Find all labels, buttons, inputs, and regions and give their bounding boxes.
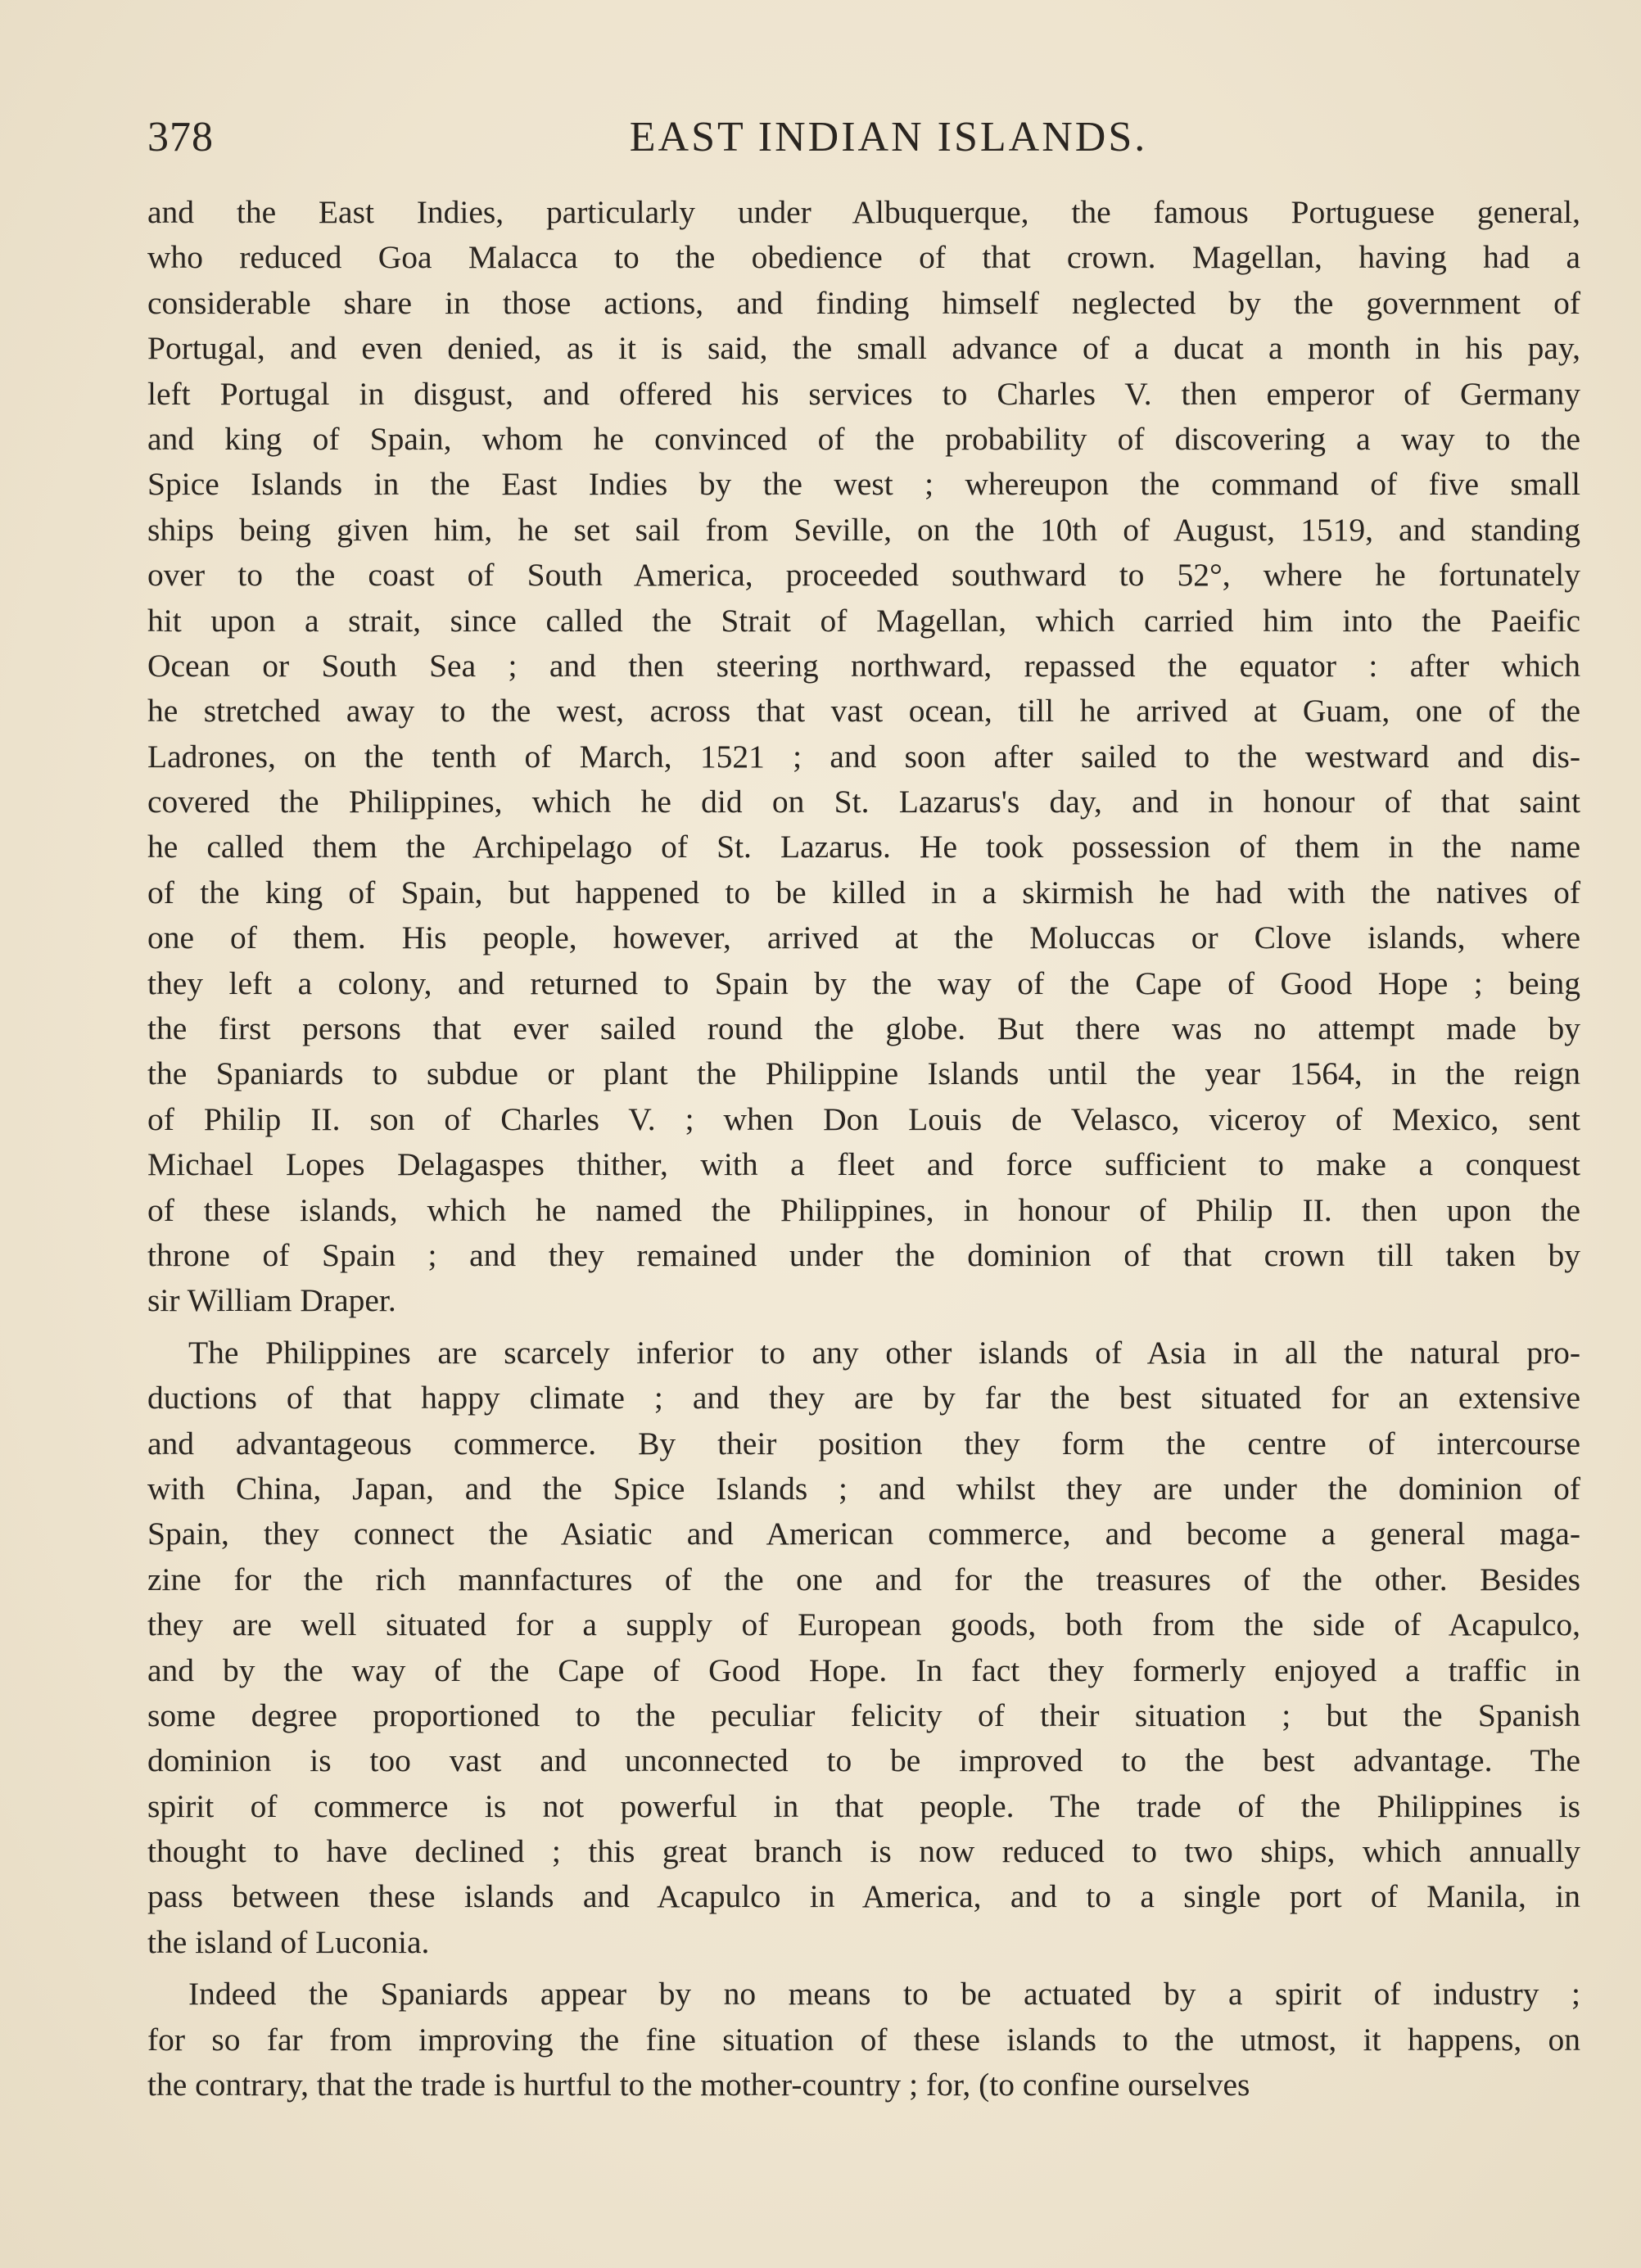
text-line: of these islands, which he named the Philippines, in honour of Philip II. then upon the (147, 1191, 1580, 1228)
text-line: the Spaniards to subdue or plant the Philippine Islands until the year 1564, in the reign (147, 1055, 1580, 1092)
text-line: who reduced Goa Malacca to the obedience of that crown. Magellan, having had a (147, 239, 1580, 276)
text-line: zine for the rich mannfactures of the one and for the treasures of the other. Besides (147, 1561, 1580, 1597)
running-head: EAST INDIAN ISLANDS. (629, 114, 1148, 160)
text-line: the contrary, that the trade is hurtful to the mother-country ; for, (to confine ourselves (147, 2067, 1250, 2103)
text-line: pass between these islands and Acapulco in America, and to a single port of Manila, in (147, 1878, 1580, 1915)
text-line: ships being given him, he set sail from Seville, on the 10th of August, 1519, and standing (147, 511, 1580, 548)
page-number: 378 (147, 114, 214, 160)
text-line: and king of Spain, whom he convinced of the probability of discovering a way to the (147, 420, 1580, 457)
text-line: and advantageous commerce. By their position they form the centre of intercourse (147, 1425, 1580, 1462)
text-line: over to the coast of South America, proceeded southward to 52°, where he fortunately (147, 557, 1580, 594)
text-line: Ocean or South Sea ; and then steering northward, repassed the equator : after which (147, 647, 1580, 684)
text-line: Spain, they connect the Asiatic and American commerce, and become a general maga- (147, 1516, 1580, 1552)
text-line: left Portugal in disgust, and offered his services to Charles V. then emperor of Germany (147, 375, 1580, 412)
text-line: The Philippines are scarcely inferior to any other islands of Asia in all the natural pro- (188, 1334, 1580, 1371)
text-line: for so far from improving the fine situation of these islands to the utmost, it happens, on (147, 2021, 1580, 2058)
text-line: Ladrones, on the tenth of March, 1521 ; and soon after sailed to the westward and dis- (147, 738, 1580, 775)
text-line: covered the Philippines, which he did on St. Lazarus's day, and in honour of that saint (147, 784, 1580, 820)
text-line: the first persons that ever sailed round the globe. But there was no attempt made by (147, 1010, 1580, 1047)
text-line: they left a colony, and returned to Spain by the way of the Cape of Good Hope ; being (147, 965, 1580, 1001)
text-line: spirit of commerce is not powerful in that people. The trade of the Philippines is (147, 1787, 1580, 1824)
text-line: dominion is too vast and unconnected to be improved to the best advantage. The (147, 1742, 1580, 1779)
text-line: they are well situated for a supply of European goods, both from the side of Acapulco, (147, 1606, 1580, 1643)
text-line: throne of Spain ; and they remained under the dominion of that crown till taken by (147, 1236, 1580, 1273)
text-line: of the king of Spain, but happened to be killed in a skirmish he had with the natives of (147, 874, 1580, 910)
text-line: and by the way of the Cape of Good Hope. In fact they formerly enjoyed a traffic in (147, 1651, 1580, 1688)
page-body (147, 190, 1580, 2108)
text-line: hit upon a strait, since called the Strait of Magellan, which carried him into the Paeific (147, 602, 1580, 639)
text-line: and the East Indies, particularly under Albuquerque, the famous Portuguese general, (147, 194, 1580, 230)
text-line: considerable share in those actions, and finding himself neglected by the government of (147, 284, 1580, 321)
text-line: of Philip II. son of Charles V. ; when Don Louis de Velasco, viceroy of Mexico, sent (147, 1100, 1580, 1137)
text-line: some degree proportioned to the peculiar felicity of their situation ; but the Spanish (147, 1696, 1580, 1733)
text-line: Spice Islands in the East Indies by the west ; whereupon the command of five small (147, 466, 1580, 503)
text-line: thought to have declined ; this great branch is now reduced to two ships, which annually (147, 1833, 1580, 1870)
text-line: the island of Luconia. (147, 1923, 430, 1960)
text-line: ductions of that happy climate ; and they are by far the best situated for an extensive (147, 1380, 1580, 1416)
paragraph (147, 1331, 1580, 1965)
text-line: he called them the Archipelago of St. Lazarus. He took possession of them in the name (147, 829, 1580, 865)
page-header (147, 105, 1580, 178)
text-line: he stretched away to the west, across that vast ocean, till he arrived at Guam, one of the (147, 693, 1580, 730)
paragraph (147, 190, 1580, 1324)
text-line: one of them. His people, however, arrived at the Moluccas or Clove islands, where (147, 919, 1580, 956)
text-line: Michael Lopes Delagaspes thither, with a fleet and force sufficient to make a conquest (147, 1146, 1580, 1183)
paragraph (147, 1972, 1580, 2108)
text-line: sir William Draper. (147, 1282, 396, 1319)
text-line: with China, Japan, and the Spice Islands ; and whilst they are under the dominion of (147, 1470, 1580, 1507)
text-line: Portugal, and even denied, as it is said, the small advance of a ducat a month in his pay, (147, 330, 1580, 367)
text-line: Indeed the Spaniards appear by no means to be actuated by a spirit of industry ; (188, 1976, 1580, 2013)
